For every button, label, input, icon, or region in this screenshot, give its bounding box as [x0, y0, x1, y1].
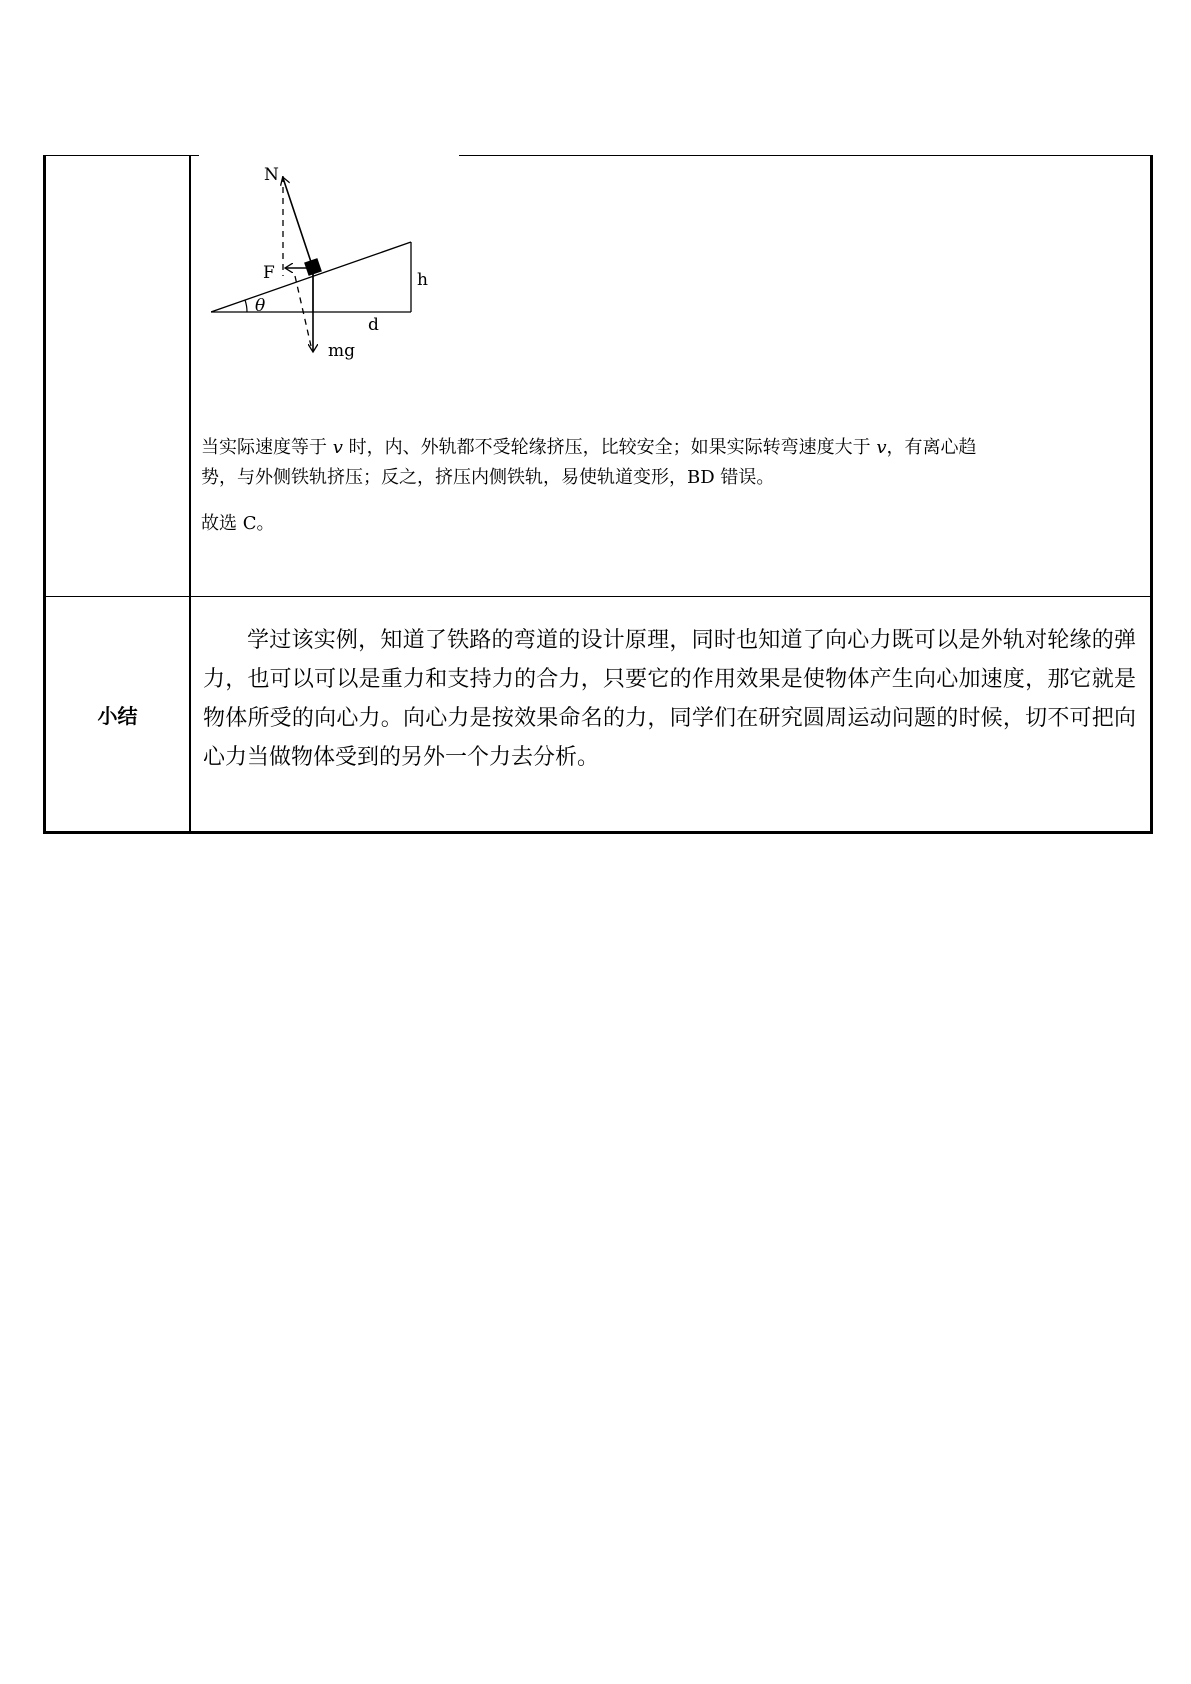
summary-label: 小结 [45, 597, 191, 833]
label-mg: mg [328, 341, 356, 361]
solution-cell [190, 156, 1152, 597]
answer-line-2: 势，与外侧铁轨挤压；反之，挤压内侧铁轨，易使轨道变形，BD 错误。 [201, 467, 775, 488]
normal-force-arrow [283, 178, 313, 268]
table-row-solution [45, 156, 1152, 597]
label-theta: θ [255, 296, 266, 316]
content-table [43, 155, 1153, 834]
incline-line [211, 242, 411, 312]
answer-explanation [201, 426, 1150, 536]
summary-cell [190, 597, 1152, 833]
row-label-cell-empty [45, 156, 191, 597]
force-diagram [211, 158, 471, 383]
label-h: h [417, 270, 428, 290]
label-F: F [263, 263, 275, 283]
dashed-mg-line [295, 276, 311, 346]
label-N: N [264, 165, 279, 185]
table-row-summary [45, 597, 1152, 833]
answer-line-3: 故选 C。 [201, 513, 275, 534]
block [304, 258, 322, 276]
answer-line-1: 当实际速度等于 v 时，内、外轨都不受轮缘挤压，比较安全；如果实际转弯速度大于 v，有离心趋 [201, 437, 977, 458]
force-diagram-area [191, 156, 1150, 396]
label-d: d [368, 315, 379, 335]
summary-text: 学过该实例，知道了铁路的弯道的设计原理，同时也知道了向心力既可以是外轨对轮缘的弹力，也可以可以是重力和支持力的合力，只要它的作用效果是使物体产生向心加速度，那它就是物体所受的向心力。向心力是按效果命名的力，同学们在研究圆周运动问题的时候，切不可把向心力当做物体受到的另外一个力去分析。 [203, 628, 1136, 770]
angle-arc [245, 300, 247, 312]
